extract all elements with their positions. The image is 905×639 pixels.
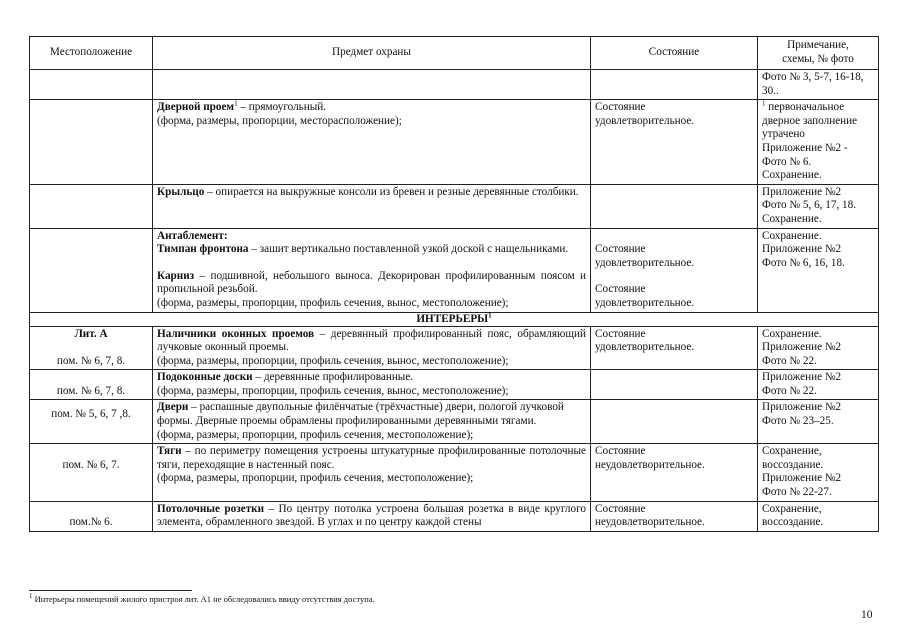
page-number: 10 bbox=[861, 609, 873, 621]
subject-cell: Дверной проем$^1$ – прямоугольный. (форма, размеры, пропорции, месторасположение); bbox=[153, 100, 591, 185]
state-cell: Состояние неудовлетворительное. bbox=[591, 444, 758, 501]
table-row bbox=[30, 370, 879, 400]
header-state: Состояние bbox=[591, 37, 758, 70]
table-row bbox=[30, 400, 879, 444]
table-row bbox=[30, 184, 879, 228]
table-header-row bbox=[30, 37, 879, 70]
location-cell bbox=[30, 100, 153, 185]
location-cell: пом. № 6, 7. bbox=[30, 444, 153, 501]
state-cell bbox=[591, 184, 758, 228]
state-cell: Состояние удовлетворительное. Состояние удовлетворительное. bbox=[591, 228, 758, 312]
location-cell: Лит. А пом. № 6, 7, 8. bbox=[30, 326, 153, 370]
note-cell: Приложение №2 Фото № 22. bbox=[758, 370, 879, 400]
header-subject: Предмет охраны bbox=[153, 37, 591, 70]
table-row bbox=[30, 100, 879, 185]
location-cell bbox=[30, 70, 153, 100]
note-cell: Приложение №2 Фото № 5, 6, 17, 18. Сохранение. bbox=[758, 184, 879, 228]
subject-cell bbox=[153, 70, 591, 100]
section-row bbox=[30, 312, 879, 326]
table-row bbox=[30, 444, 879, 501]
note-cell: Фото № 3, 5-7, 16-18, 30.. bbox=[758, 70, 879, 100]
protection-table bbox=[29, 36, 879, 532]
subject-cell: Двери – распашные двупольные филёнчатые (трёхчастные) двери, пологой лучковой формы. Дверные проемы обрамлены профилированными деревянными тягами. (форма, размеры, пропорции, профиль сечения, местоположение); bbox=[153, 400, 591, 444]
state-cell bbox=[591, 370, 758, 400]
state-cell bbox=[591, 400, 758, 444]
subject-cell: Тяги – по периметру помещения устроены штукатурные профилированные потолочные тяги, переходящие в настенный пояс. (форма, размеры, пропорции, профиль сечения, местоположение); bbox=[153, 444, 591, 501]
subject-cell: Наличники оконных проемов – деревянный профилированный пояс, обрамляющий лучковые оконный проемы. (форма, размеры, пропорции, профиль сечения, вынос, местоположение); bbox=[153, 326, 591, 370]
note-cell: $^1$ первоначальное дверное заполнение утрачено Приложение №2 - Фото № 6. Сохранение. bbox=[758, 100, 879, 185]
location-cell bbox=[30, 184, 153, 228]
subject-cell: Крыльцо – опирается на выкружные консоли из бревен и резные деревянные столбики. bbox=[153, 184, 591, 228]
note-cell: Сохранение, воссоздание. Приложение №2 Фото № 22-27. bbox=[758, 444, 879, 501]
note-cell: Сохранение. Приложение №2 Фото № 22. bbox=[758, 326, 879, 370]
state-cell: Состояние удовлетворительное. bbox=[591, 326, 758, 370]
state-cell: Состояние неудовлетворительное. bbox=[591, 501, 758, 531]
header-note: Примечание, схемы, № фото bbox=[758, 37, 879, 70]
table-row bbox=[30, 70, 879, 100]
location-cell: пом. № 6, 7, 8. bbox=[30, 370, 153, 400]
footnote: $^1$ Интерьеры помещений жилого пристроя лит. А1 не обследовались ввиду отсутствия доступа. bbox=[29, 592, 375, 604]
table-row bbox=[30, 228, 879, 312]
note-cell: Приложение №2 Фото № 23–25. bbox=[758, 400, 879, 444]
subject-cell: Потолочные розетки – По центру потолка устроена большая розетка в виде круглого элемента, обрамленного звездой. В углах и по центру каждой стены bbox=[153, 501, 591, 531]
state-cell bbox=[591, 70, 758, 100]
section-title: ИНТЕРЬЕРЫ$^1$ bbox=[30, 312, 879, 326]
location-cell: пом.№ 6. bbox=[30, 501, 153, 531]
footnote-separator bbox=[29, 590, 192, 591]
location-cell: пом. № 5, 6, 7 ,8. bbox=[30, 400, 153, 444]
subject-cell: Антаблемент: Тимпан фронтона – зашит вертикально поставленной узкой доской с нащельниками. Карниз – подшивной, небольшого выноса. Декорирован профилированным поясом и пропильной резьбой. (форма, размеры, пропорции, профиль сечения, вынос, местоположение); bbox=[153, 228, 591, 312]
table-row bbox=[30, 326, 879, 370]
note-cell: Сохранение. Приложение №2 Фото № 6, 16, 18. bbox=[758, 228, 879, 312]
table-row bbox=[30, 501, 879, 531]
header-location: Местоположение bbox=[30, 37, 153, 70]
location-cell bbox=[30, 228, 153, 312]
state-cell: Состояние удовлетворительное. bbox=[591, 100, 758, 185]
note-cell: Сохранение, воссоздание. bbox=[758, 501, 879, 531]
subject-cell: Подоконные доски – деревянные профилированные. (форма, размеры, пропорции, профиль сечения, вынос, местоположение); bbox=[153, 370, 591, 400]
